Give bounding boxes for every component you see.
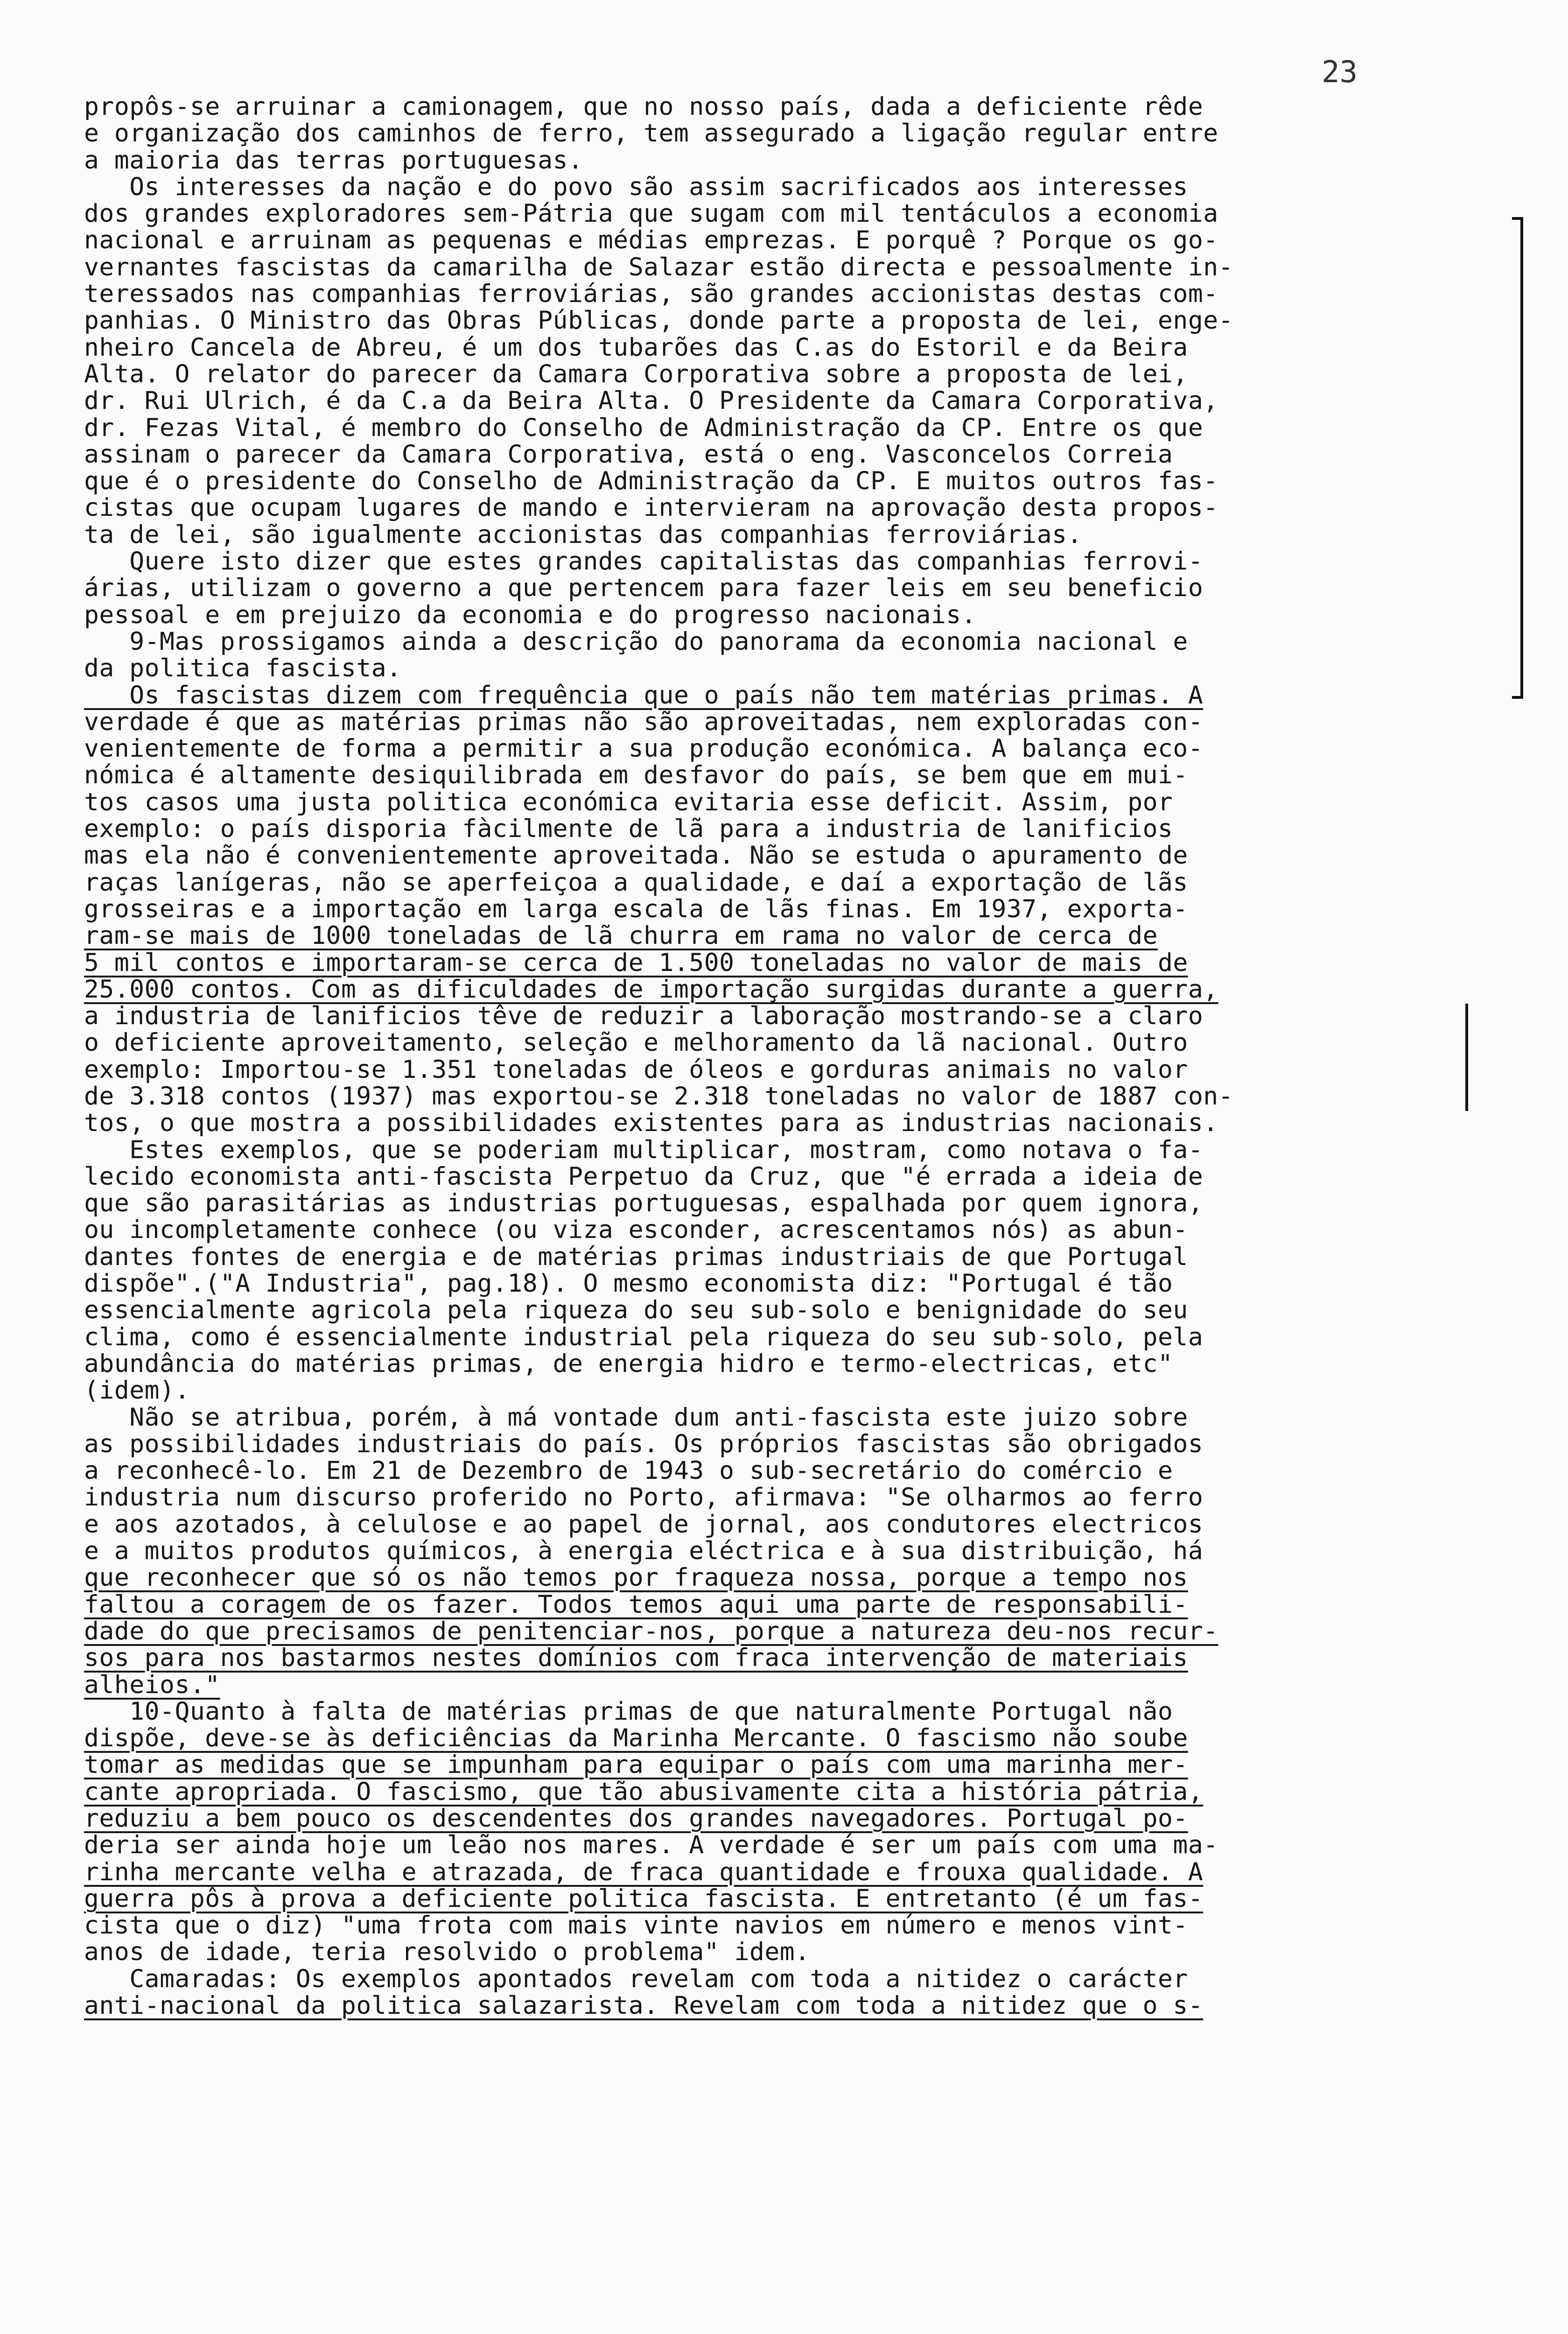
text-line: Os fascistas dizem com frequência que o país não tem matérias primas. A	[84, 681, 1204, 710]
text-line: deria ser ainda hoje um leão nos mares. A verdade é ser um país com uma ma-	[84, 1831, 1218, 1860]
text-line: clima, como é essencialmente industrial pela riqueza do seu sub-solo, pela	[84, 1322, 1204, 1351]
text-line: tos casos uma justa politica económica evitaria esse deficit. Assim, por	[84, 787, 1173, 816]
text-line: nacional e arruinam as pequenas e médias emprezas. E porquê ? Porque os go-	[84, 226, 1218, 255]
text-line: teressados nas companhias ferroviárias, são grandes accionistas destas com-	[84, 280, 1218, 309]
text-line: panhias. O Ministro das Obras Públicas, donde parte a proposta de lei, enge-	[84, 306, 1234, 335]
text-line: dr. Fezas Vital, é membro do Conselho de Administração da CP. Entre os que	[84, 413, 1204, 442]
text-line: verdade é que as matérias primas não são aproveitadas, nem exploradas con-	[84, 707, 1204, 736]
text-line: dispõe".("A Industria", pag.18). O mesmo economista diz: "Portugal é tão	[84, 1269, 1173, 1298]
page-number: 23	[1322, 55, 1358, 90]
text-line: rinha mercante velha e atrazada, de fraca quantidade e frouxa qualidade. A	[84, 1857, 1204, 1886]
text-line: anti-nacional da politica salazarista. Revelam com toda a nitidez que o s-	[84, 1991, 1204, 2020]
text-line: (idem).	[84, 1376, 190, 1405]
text-line: a maioria das terras portuguesas.	[84, 146, 583, 175]
text-line: cistas que ocupam lugares de mando e intervieram na aprovação desta propos-	[84, 493, 1218, 522]
text-line: alheios."	[84, 1670, 220, 1699]
text-line: reduziu a bem pouco os descendentes dos grandes navegadores. Portugal po-	[84, 1804, 1188, 1833]
text-line: Alta. O relator do parecer da Camara Corporativa sobre a proposta de lei,	[84, 359, 1188, 388]
text-line: e aos azotados, à celulose e ao papel de jornal, aos condutores electricos	[84, 1510, 1204, 1539]
text-line: anos de idade, teria resolvido o problema" idem.	[84, 1938, 810, 1967]
text-line: cante apropriada. O fascismo, que tão abusivamente cita a história pátria,	[84, 1777, 1204, 1806]
text-line: que é o presidente do Conselho de Administração da CP. E muitos outros fas-	[84, 467, 1218, 496]
text-line: tomar as medidas que se impunham para equipar o país com uma marinha mer-	[84, 1750, 1188, 1779]
text-line: e a muitos produtos químicos, à energia eléctrica e à sua distribuição, há	[84, 1537, 1204, 1566]
text-line: as possibilidades industriais do país. Os próprios fascistas são obrigados	[84, 1429, 1204, 1458]
text-line: assinam o parecer da Camara Corporativa, está o eng. Vasconcelos Correia	[84, 440, 1173, 469]
text-line: sos para nos bastarmos nestes domínios com fraca intervenção de materiais	[84, 1644, 1188, 1673]
text-line: árias, utilizam o governo a que pertencem para fazer leis em seu beneficio	[84, 574, 1204, 603]
text-line: a reconhecê-lo. Em 21 de Dezembro de 1943 o sub-secretário do comércio e	[84, 1456, 1173, 1485]
text-line: propôs-se arruinar a camionagem, que no nosso país, dada a deficiente rêde	[84, 92, 1204, 121]
text-line: Estes exemplos, que se poderiam multiplicar, mostram, como notava o fa-	[84, 1135, 1204, 1164]
text-line: 10-Quanto à falta de matérias primas de que naturalmente Portugal não	[84, 1697, 1173, 1726]
text-line: venientemente de forma a permitir a sua produção económica. A balança eco-	[84, 734, 1204, 763]
text-line: Camaradas: Os exemplos apontados revelam com toda a nitidez o carácter	[84, 1964, 1188, 1993]
text-line: pessoal e em prejuizo da economia e do progresso nacionais.	[84, 600, 977, 629]
text-line: dr. Rui Ulrich, é da C.a da Beira Alta. O Presidente da Camara Corporativa,	[84, 387, 1218, 415]
text-line: Os interesses da nação e do povo são assim sacrificados aos interesses	[84, 172, 1188, 201]
text-line: que são parasitárias as industrias portuguesas, espalhada por quem ignora,	[84, 1189, 1204, 1218]
text-line: ou incompletamente conhece (ou viza esconder, acrescentamos nós) as abun-	[84, 1216, 1188, 1244]
text-line: raças lanígeras, não se aperfeiçoa a qualidade, e daí a exportação de lãs	[84, 868, 1188, 897]
text-line: dade do que precisamos de penitenciar-nos, porque a natureza deu-nos recur-	[84, 1617, 1218, 1645]
text-line: o deficiente aproveitamento, seleção e melhoramento da lã nacional. Outro	[84, 1028, 1188, 1057]
text-line: 5 mil contos e importaram-se cerca de 1.500 toneladas no valor de mais de	[84, 948, 1188, 977]
text-line: faltou a coragem de os fazer. Todos temos aqui uma parte de responsabili-	[84, 1590, 1188, 1619]
text-line: cista que o diz) "uma frota com mais vinte navios em número e menos vint-	[84, 1911, 1188, 1940]
text-line: Quere isto dizer que estes grandes capitalistas das companhias ferrovi-	[84, 547, 1204, 576]
margin-bracket	[1512, 217, 1523, 699]
body-text	[84, 93, 1503, 2019]
text-line: nheiro Cancela de Abreu, é um dos tubarões das C.as do Estoril e da Beira	[84, 333, 1188, 362]
text-line: e organização dos caminhos de ferro, tem assegurado a ligação regular entre	[84, 119, 1218, 148]
text-line: ta de lei, são igualmente accionistas das companhias ferroviárias.	[84, 520, 1082, 549]
text-line: guerra pôs à prova a deficiente politica fascista. E entretanto (é um fas-	[84, 1884, 1204, 1913]
text-line: dispõe, deve-se às deficiências da Marinha Mercante. O fascismo não soube	[84, 1724, 1188, 1753]
text-line: lecido economista anti-fascista Perpetuo da Cruz, que "é errada a ideia de	[84, 1162, 1204, 1191]
text-line: 25.000 contos. Com as dificuldades de importação surgidas durante a guerra,	[84, 975, 1218, 1004]
text-line: Não se atribua, porém, à má vontade dum anti-fascista este juizo sobre	[84, 1403, 1188, 1432]
text-line: mas ela não é convenientemente aproveitada. Não se estuda o apuramento de	[84, 841, 1188, 870]
text-line: exemplo: Importou-se 1.351 toneladas de óleos e gorduras animais no valor	[84, 1055, 1188, 1084]
text-line: vernantes fascistas da camarilha de Salazar estão directa e pessoalmente in-	[84, 253, 1234, 281]
text-line: tos, o que mostra a possibilidades existentes para as industrias nacionais.	[84, 1109, 1218, 1138]
text-line: exemplo: o país disporia fàcilmente de lã para a industria de lanificios	[84, 815, 1173, 844]
text-line: a industria de lanificios têve de reduzir a laboração mostrando-se a claro	[84, 1002, 1204, 1031]
text-line: dos grandes exploradores sem-Pátria que sugam com mil tentáculos a economia	[84, 199, 1218, 228]
text-line: da politica fascista.	[84, 654, 402, 683]
text-line: ram-se mais de 1000 toneladas de lã churra em rama no valor de cerca de	[84, 921, 1158, 950]
text-line: que reconhecer que só os não temos por fraqueza nossa, porque a tempo nos	[84, 1563, 1188, 1592]
text-line: nómica é altamente desiquilibrada em desfavor do país, se bem que em mui-	[84, 761, 1188, 790]
text-line: 9-Mas prossigamos ainda a descrição do panorama da economia nacional e	[84, 627, 1188, 656]
text-line: grosseiras e a importação em larga escala de lãs finas. Em 1937, exporta-	[84, 894, 1188, 923]
text-line: de 3.318 contos (1937) mas exportou-se 2.318 toneladas no valor de 1887 con-	[84, 1082, 1234, 1111]
text-line: dantes fontes de energia e de matérias primas industriais de que Portugal	[84, 1242, 1188, 1271]
text-line: essencialmente agricola pela riqueza do seu sub-solo e benignidade do seu	[84, 1296, 1188, 1325]
text-line: industria num discurso proferido no Porto, afirmava: "Se olharmos ao ferro	[84, 1483, 1204, 1512]
text-line: abundância do matérias primas, de energia hidro e termo-electricas, etc"	[84, 1349, 1173, 1378]
margin-mark	[1465, 1004, 1473, 1111]
